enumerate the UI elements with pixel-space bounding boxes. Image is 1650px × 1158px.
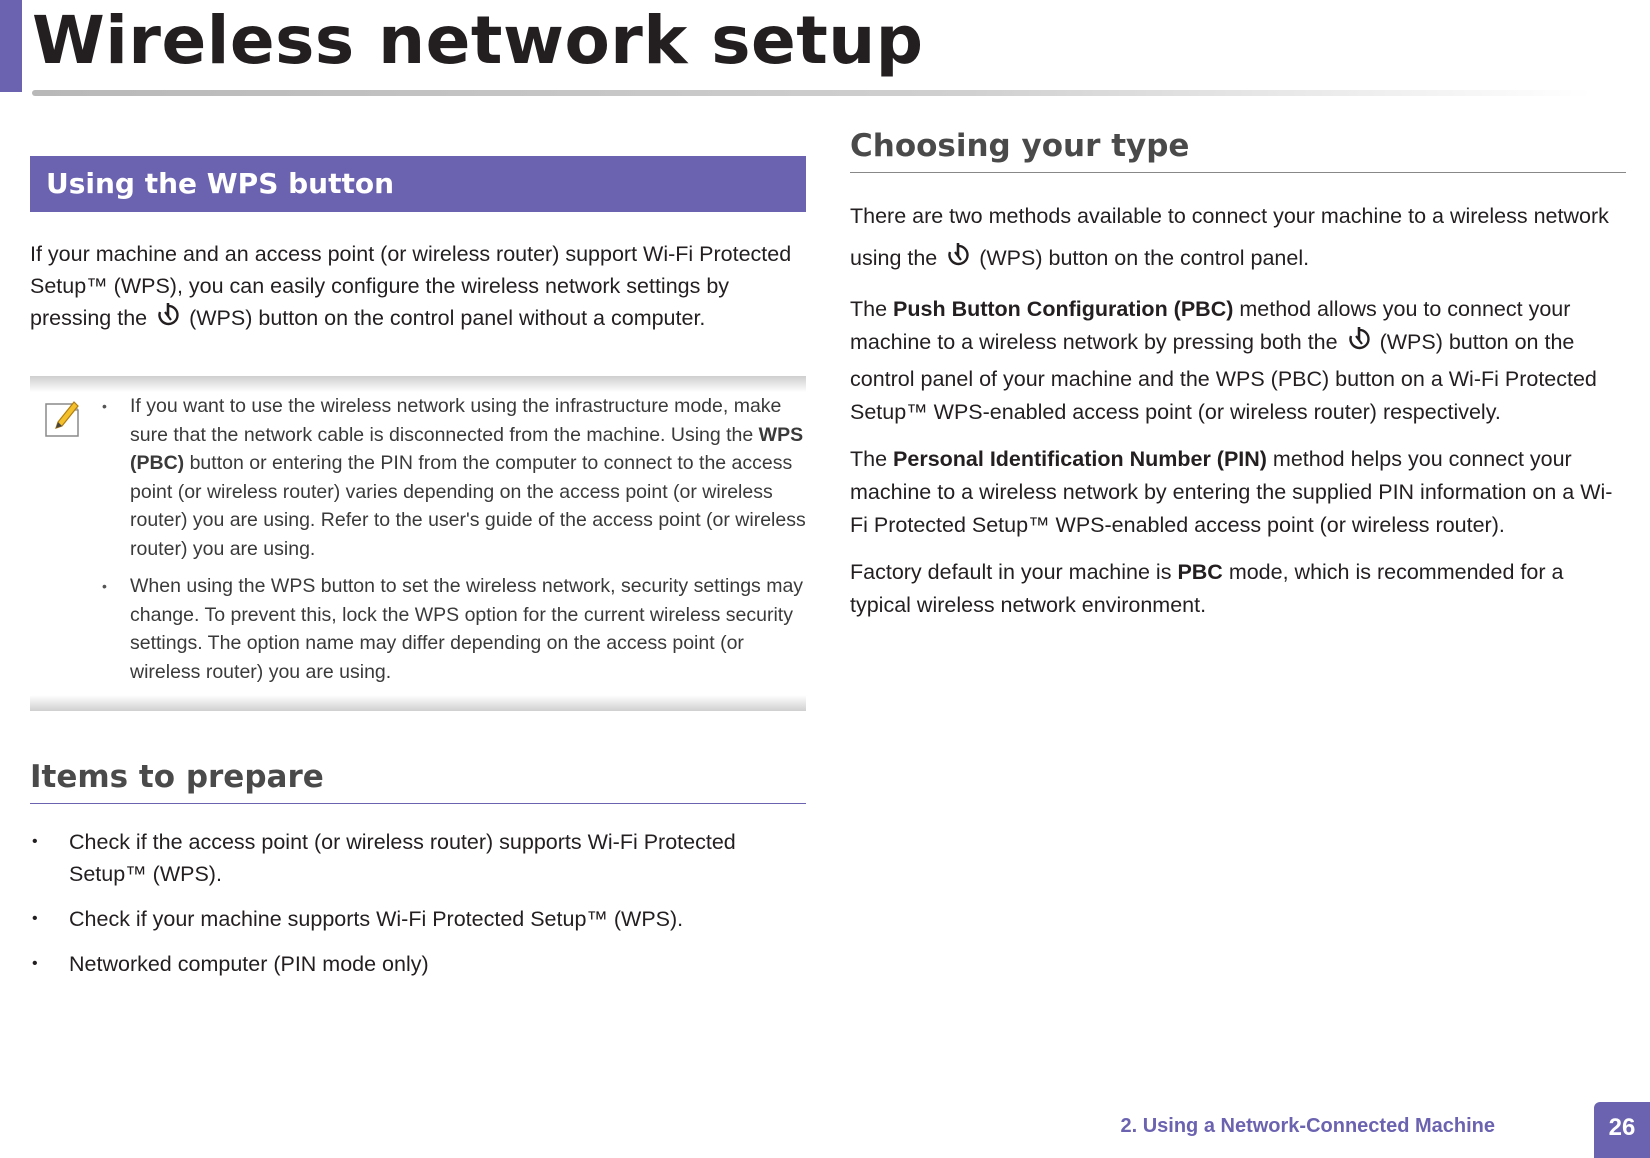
title-rule: [32, 90, 1592, 96]
paragraph-pbc-text-b: method allows you to connect your machine to a wireless network by pressing both the: [850, 297, 1571, 354]
note-item-1: [100, 392, 806, 563]
wps-icon: [156, 303, 180, 338]
choosing-type-rule: [850, 172, 1626, 173]
paragraph-pbc-text-c: (WPS) button on the control panel of your machine and the WPS (PBC) button on a Wi-Fi Protected Setup™ WPS-enabled access point (or wireless router) respectively.: [850, 330, 1597, 424]
paragraph-pin: [850, 443, 1626, 542]
paragraph-factory-text-a: Factory default in your machine is: [850, 560, 1178, 584]
paragraph-pbc-bold: Push Button Configuration (PBC): [893, 297, 1234, 321]
paragraph-factory-default: [850, 556, 1626, 622]
footer-chapter: 2. Using a Network-Connected Machine: [1120, 1115, 1495, 1137]
note-item-1-bold: WPS (PBC): [130, 423, 804, 474]
items-section: [30, 759, 806, 980]
note-item-2: • When using the WPS button to set the wireless network, security settings may change. To prevent this, lock the WPS option for the current wireless security settings. The option name may differ depending on the access point (or wireless router) you are using.: [100, 572, 806, 686]
wps-icon: [946, 241, 970, 283]
items-title-rule: [30, 803, 806, 804]
note-list: [30, 392, 806, 686]
paragraph-pbc-text-a: The: [850, 297, 894, 321]
section-title-wps: Using the WPS button: [30, 156, 806, 212]
note-item-1-text-b: button or entering the PIN from the computer to connect to the access point (or wireless router) varies depending on the access point (or wireless router) you are using. Refer to the user's guide of the access point (or wireless router) you are using.: [130, 452, 806, 560]
items-list: [30, 826, 806, 980]
note-bottom-border: [30, 695, 806, 711]
note-item-1-text-a: If you want to use the wireless network using the infrastructure mode, make sure that the network cable is disconnected from the machine. Using the: [130, 395, 782, 446]
title-accent-bar: [0, 0, 22, 92]
paragraph-pin-text-a: The: [850, 447, 894, 471]
note-top-border: [30, 376, 806, 392]
left-column: [30, 156, 806, 993]
right-column: [850, 128, 1626, 622]
note-pencil-icon: [44, 398, 82, 443]
list-item: • Check if the access point (or wireless router) supports Wi-Fi Protected Setup™ (WPS).: [30, 826, 806, 890]
paragraph-factory-bold: PBC: [1177, 560, 1223, 584]
intro-paragraph: [30, 238, 806, 338]
paragraph-pbc: [850, 293, 1626, 429]
list-item: • Check if your machine supports Wi-Fi Protected Setup™ (WPS).: [30, 903, 806, 935]
note-box: [30, 376, 806, 711]
items-title: Items to prepare: [30, 759, 324, 795]
paragraph-factory-text-b: mode, which is recommended for a typical wireless network environment.: [850, 560, 1564, 617]
page-number: 26: [1594, 1102, 1650, 1158]
paragraph-methods-text-b: (WPS) button on the control panel.: [979, 246, 1310, 270]
paragraph-pin-text-b: method helps you connect your machine to a wireless network by entering the supplied PIN information on a Wi-Fi Protected Setup™ WPS-enabled access point (or wireless router).: [850, 447, 1613, 537]
wps-icon: [1347, 327, 1371, 363]
paragraph-methods: [850, 195, 1626, 283]
choosing-type-title: Choosing your type: [850, 128, 1190, 164]
page-title: Wireless network setup: [32, 2, 924, 79]
intro-text-before: If your machine and an access point (or wireless router) support Wi-Fi Protected Setup™ (WPS), you can easily configure the wireless network settings by pressing the: [30, 242, 792, 330]
intro-text-after: (WPS) button on the control panel without a computer.: [189, 306, 706, 330]
paragraph-pin-bold: Personal Identification Number (PIN): [893, 447, 1267, 471]
list-item: • Networked computer (PIN mode only): [30, 948, 806, 980]
paragraph-methods-text-a: There are two methods available to connect your machine to a wireless network using the: [850, 204, 1609, 270]
